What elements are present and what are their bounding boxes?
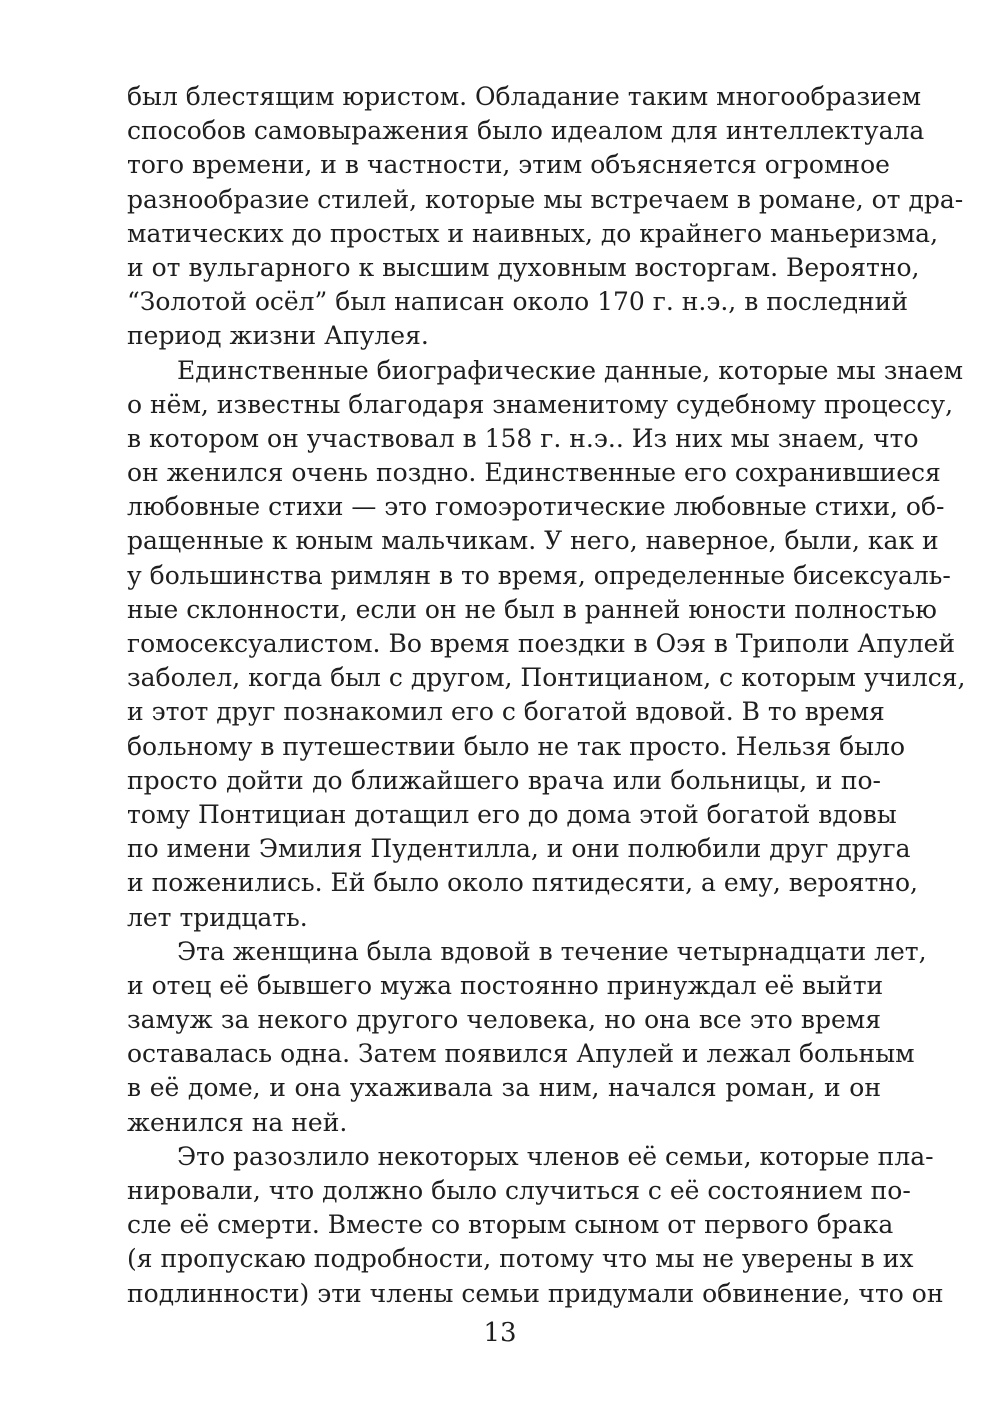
text-line: период жизни Апулея. [127,321,429,351]
text-line: подлинности) эти члены семьи придумали обвинение, что он [127,1278,944,1308]
text-line: “Золотой осёл” был написан около 170 г. н.э., в последний [127,287,908,317]
text-line: ные склонности, если он не был в ранней юности полностью [127,594,937,624]
paragraph [127,1140,944,1311]
text-line: был блестящим юристом. Обладание таким многообразием [127,82,922,111]
text-line: того времени, и в частности, этим объясняется огромное [127,150,890,180]
text-line: разнообразие стилей, которые мы встречаем в романе, от дра- [127,184,964,214]
text-line: Единственные биографические данные, которые мы знаем [177,355,964,385]
paragraph [127,935,927,1140]
text-line: и от вульгарного к высшим духовным восторгам. Вероятно, [127,252,920,282]
text-line: и этот друг познакомил его с богатой вдовой. В то время [127,697,885,727]
text-line: нировали, что должно было случиться с её состоянием по- [127,1176,911,1205]
text-line: больному в путешествии было не так просто. Нельзя было [127,731,906,761]
text-line: сле её смерти. Вместе со вторым сыном от первого брака [127,1210,894,1240]
text-line: Это разозлило некоторых членов её семьи, которые пла- [177,1141,934,1171]
text-line: просто дойти до ближайшего врача или больницы, и по- [127,765,881,795]
paragraph [127,80,964,354]
text-line: заболел, когда был с другом, Понтицианом, с которым учился, [127,663,966,693]
text-line: матических до простых и наивных, до крайнего маньеризма, [127,218,939,248]
text-line: любовные стихи — это гомоэротические любовные стихи, об- [127,492,945,522]
text-line: и отец её бывшего мужа постоянно принуждал её выйти [127,970,884,1000]
text-line: в её доме, и она ухаживала за ним, начался роман, и он [127,1073,881,1103]
text-line: оставалась одна. Затем появился Апулей и лежал больным [127,1039,915,1069]
text-line: и поженились. Ей было около пятидесяти, а ему, вероятно, [127,868,918,898]
text-line: он женился очень поздно. Единственные его сохранившиеся [127,458,941,488]
page-number: 13 [483,1318,517,1348]
text-line: гомосексуалистом. Во время поездки в Оэя в Триполи Апулей [127,629,956,658]
paragraph [127,354,966,935]
text-line: Эта женщина была вдовой в течение четырнадцати лет, [177,936,927,966]
text-line: по имени Эмилия Пудентилла, и они полюбили друг друга [127,834,911,864]
body-text [127,80,966,1311]
text-line: в котором он участвовал в 158 г. н.э.. Из них мы знаем, что [127,423,919,453]
text-line: тому Понтициан дотащил его до дома этой богатой вдовы [127,799,897,829]
text-line: женился на ней. [127,1107,348,1137]
text-line: (я пропускаю подробности, потому что мы не уверены в их [127,1244,914,1274]
text-line: способов самовыражения было идеалом для интеллектуала [127,116,925,146]
text-line: о нём, известны благодаря знаменитому судебному процессу, [127,389,954,419]
text-line: у большинства римлян в то время, определенные бисексуаль- [127,560,951,590]
text-line: ращенные к юным мальчикам. У него, наверное, были, как и [127,526,939,556]
text-line: замуж за некого другого человека, но она все это время [127,1005,881,1035]
text-line: лет тридцать. [127,902,308,932]
